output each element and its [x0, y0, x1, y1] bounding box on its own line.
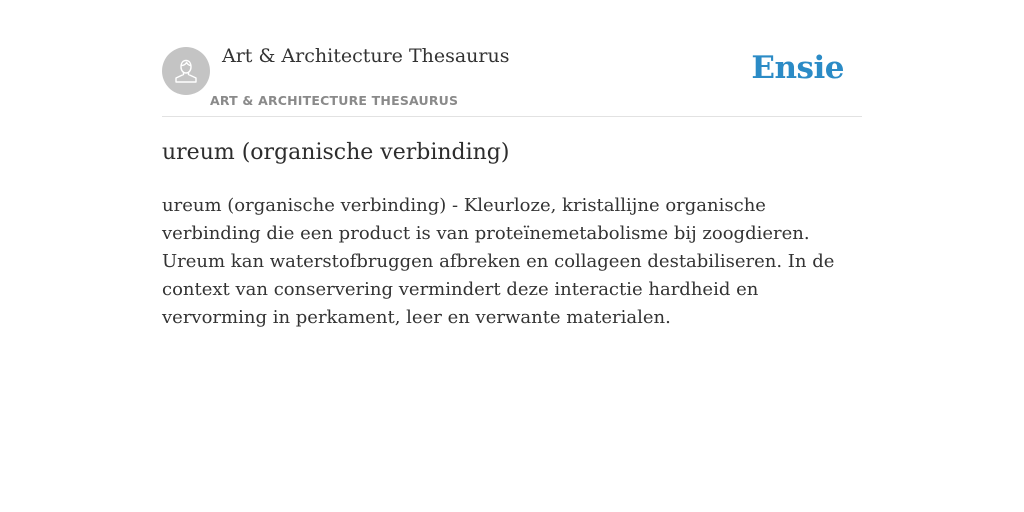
entry-header: [162, 0, 862, 117]
user-silhouette-icon: [171, 56, 201, 86]
author-avatar[interactable]: [162, 47, 210, 95]
entry-definition: ureum (organische verbinding) - Kleurloze, kristallijne organische verbinding die een product is van proteïnemetabolisme bij zoogdieren. Ureum kan waterstofbruggen afbreken en collageen destabiliseren. In de context van conservering vermindert deze interactie hardheid en vervorming in perkament, leer en verwante materialen.: [162, 195, 835, 328]
ensie-logo[interactable]: Ensie: [751, 50, 844, 86]
entry-title: ureum (organische verbinding): [162, 140, 510, 165]
author-name[interactable]: Art & Architecture Thesaurus: [222, 45, 510, 67]
source-label: ART & ARCHITECTURE THESAURUS: [210, 93, 459, 108]
